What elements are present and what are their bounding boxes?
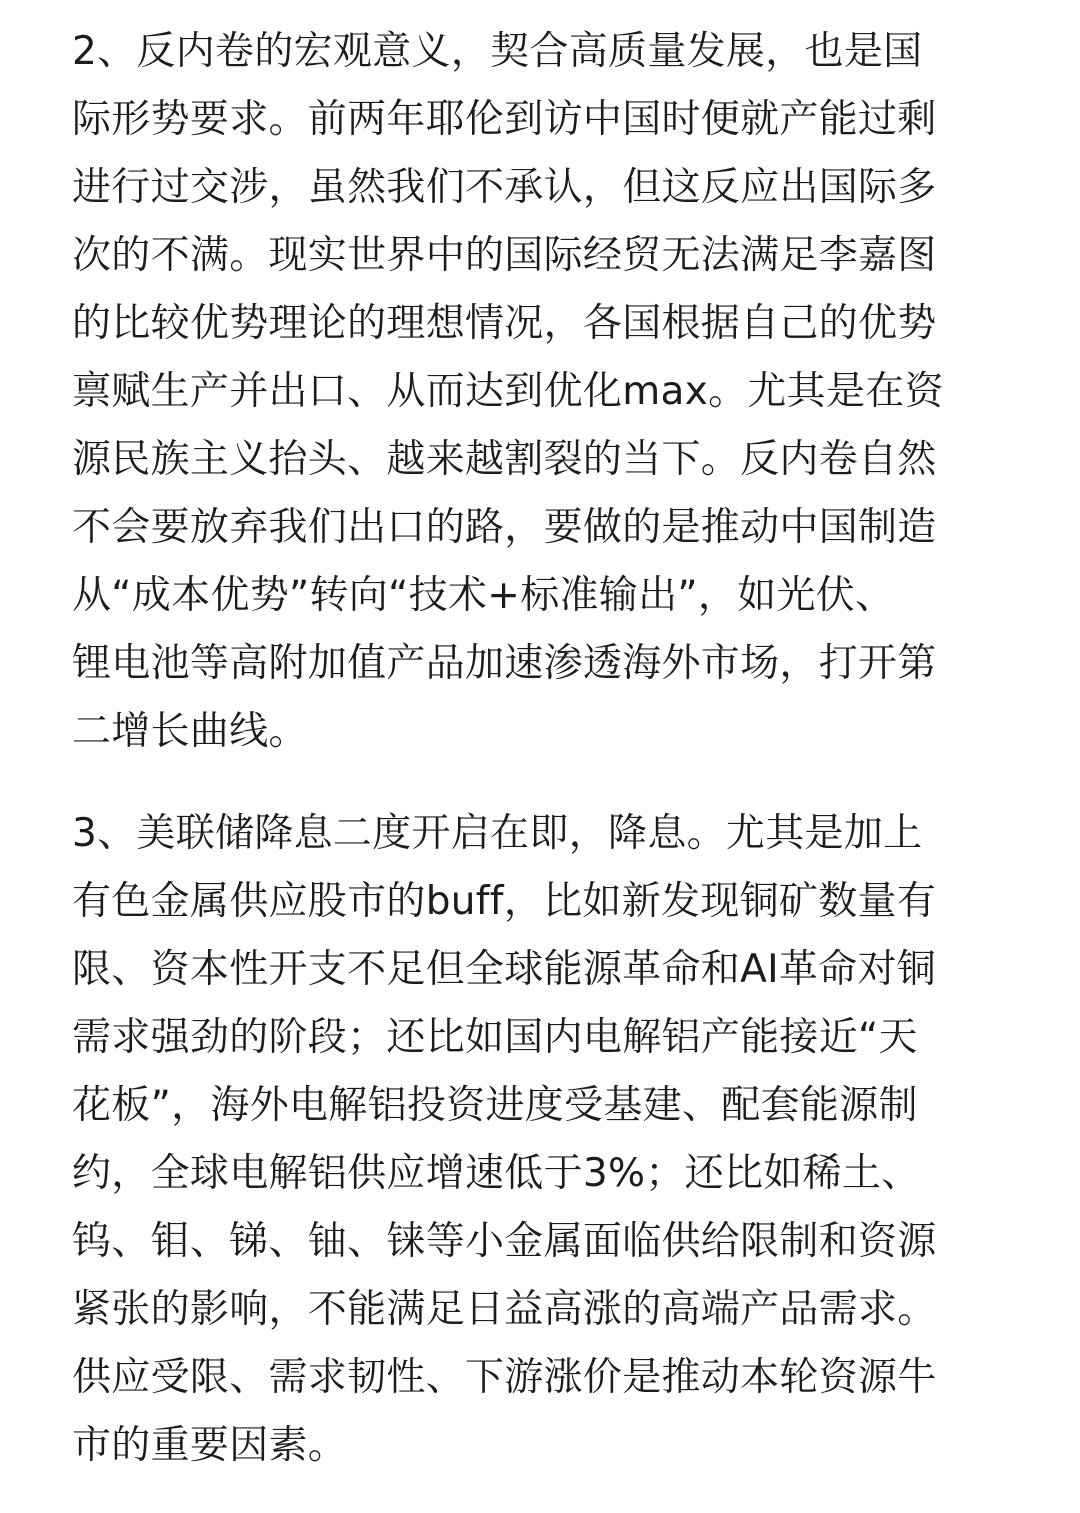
text-line: 花板”，海外电解铝投资进度受基建、配套能源制 — [72, 1083, 918, 1128]
text-line: 不会要放弃我们出口的路，要做的是推动中国制造 — [72, 505, 937, 550]
text-line: 供应受限、需求韧性、下游涨价是推动本轮资源牛 — [72, 1355, 937, 1400]
text-line: 3、美联储降息二度开启在即，降息。尤其是加上 — [72, 811, 923, 856]
text-line: 市的重要因素。 — [72, 1423, 348, 1468]
paragraph-3-fed-rate-cut — [72, 800, 1012, 1480]
text-line: 禀赋生产并出口、从而达到优化max。尤其是在资 — [72, 369, 944, 414]
text-line: 从“成本优势”转向“技术+标准输出”，如光伏、 — [72, 573, 895, 618]
text-line: 进行过交涉，虽然我们不承认，但这反应出国际多 — [72, 165, 937, 210]
text-line: 2、反内卷的宏观意义，契合高质量发展，也是国 — [72, 29, 923, 74]
text-line: 需求强劲的阶段；还比如国内电解铝产能接近“天 — [72, 1015, 918, 1060]
text-line: 钨、钼、锑、铀、铼等小金属面临供给限制和资源 — [72, 1219, 937, 1264]
paragraph-2-anti-involution — [72, 18, 1012, 766]
text-line: 源民族主义抬头、越来越割裂的当下。反内卷自然 — [72, 437, 937, 482]
text-line: 的比较优势理论的理想情况，各国根据自己的优势 — [72, 301, 937, 346]
text-line: 二增长曲线。 — [72, 709, 308, 754]
text-line: 限、资本性开支不足但全球能源革命和AI革命对铜 — [72, 947, 937, 992]
text-line: 次的不满。现实世界中的国际经贸无法满足李嘉图 — [72, 233, 937, 278]
text-line: 有色金属供应股市的buff，比如新发现铜矿数量有 — [72, 879, 937, 924]
text-line: 约，全球电解铝供应增速低于3%；还比如稀土、 — [72, 1151, 921, 1196]
text-line: 际形势要求。前两年耶伦到访中国时便就产能过剩 — [72, 97, 937, 142]
text-line: 紧张的影响，不能满足日益高涨的高端产品需求。 — [72, 1287, 937, 1332]
text-line: 锂电池等高附加值产品加速渗透海外市场，打开第 — [72, 641, 937, 686]
